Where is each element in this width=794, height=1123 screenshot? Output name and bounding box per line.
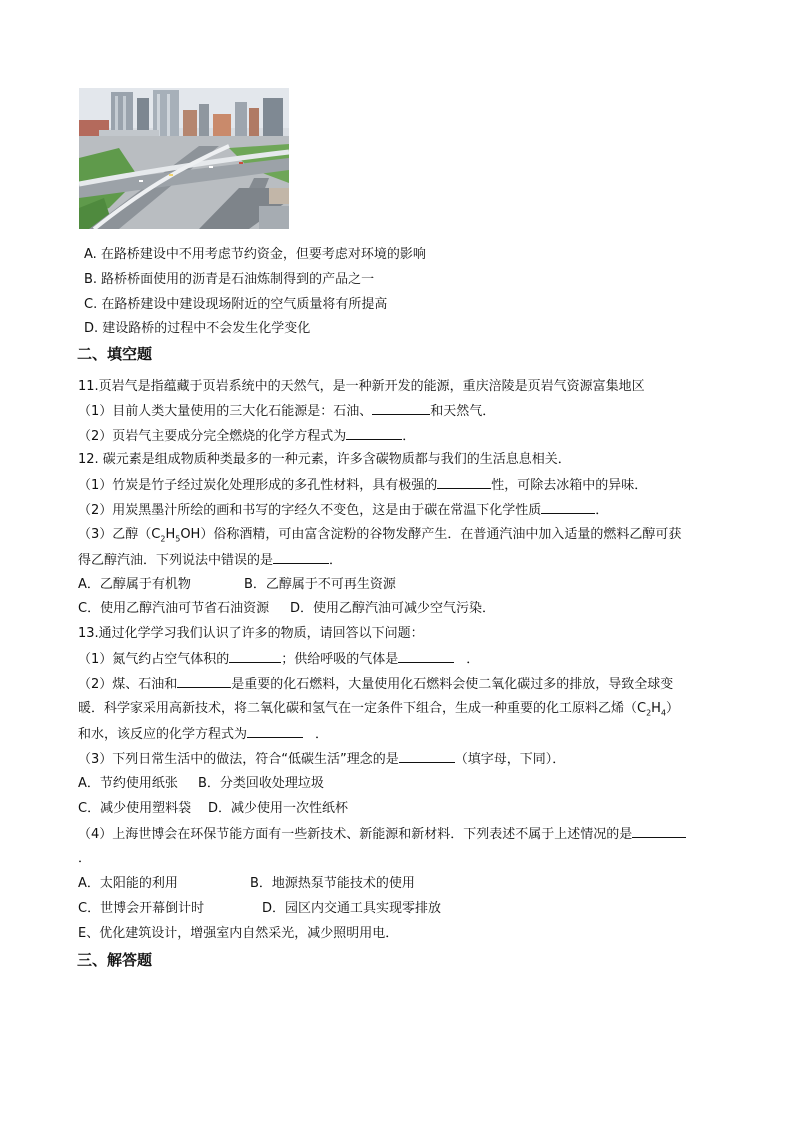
- q13-part-3: [78, 750, 565, 769]
- q13-part-2-text-2: 是重要的化石燃料，大量使用化石燃料会使二氧化碳过多的排放，导致全球变: [231, 677, 674, 692]
- q13-stem: 13.通过化学学习我们认识了许多的物质，请回答以下问题：: [78, 626, 424, 641]
- q12-part-2-text: （2）用炭黑墨汁所绘的画和书写的字经久不变色，这是由于碳在常温下化学性质: [78, 503, 542, 518]
- answer-blank[interactable]: [372, 402, 430, 415]
- subscript: 2: [646, 708, 652, 718]
- formula-h: H: [165, 527, 176, 542]
- q13-part-2: [78, 675, 673, 694]
- q11-part-1: [78, 402, 495, 421]
- q13-part-2-text-4: ）: [666, 701, 680, 716]
- q10-option-b: B. 路桥桥面使用的沥青是石油炼制得到的产品之一: [84, 272, 375, 287]
- subscript: 2: [160, 534, 166, 544]
- overpass-photo: [79, 88, 289, 229]
- answer-blank[interactable]: [398, 650, 454, 663]
- answer-blank[interactable]: [632, 825, 686, 838]
- q13-part-4-option-b: B．地源热泵节能技术的使用: [250, 876, 415, 891]
- formula-h: H: [651, 701, 661, 716]
- q11-part-2-text-end: ．: [402, 429, 416, 444]
- answer-blank[interactable]: [273, 551, 329, 564]
- q13-part-2-text: （2）煤、石油和: [78, 677, 178, 692]
- section-heading-fill-in: 二、填空题: [77, 345, 153, 363]
- q12-part-3-text-end: ．: [329, 553, 343, 568]
- q11-part-2: [78, 427, 415, 446]
- q13-part-2-text-end: ．: [315, 727, 329, 742]
- q12-part-2: [78, 501, 608, 520]
- q13-part-3-option-a: A．节约使用纸张: [78, 776, 178, 791]
- q12-part-3: [78, 526, 681, 549]
- q12-part-1-text-end: 性，可除去冰箱中的异味．: [491, 478, 648, 493]
- q12-options-row-1: [78, 576, 396, 594]
- answer-blank[interactable]: [399, 750, 455, 763]
- q13-part-3-option-d: D．减少使用一次性纸杯: [208, 801, 349, 816]
- answer-blank[interactable]: [541, 501, 595, 514]
- q10-option-c: C. 在路桥建设中建设现场附近的空气质量将有所提高: [84, 297, 388, 312]
- q12-options-row-2: [78, 600, 495, 618]
- q13-part-4-end: ．: [78, 851, 92, 866]
- q13-part-4-options-row-1: [78, 875, 415, 893]
- q12-part-3-text-2: 得乙醇汽油．下列说法中错误的是: [78, 553, 274, 568]
- answer-blank[interactable]: [346, 427, 402, 440]
- q12-part-1: [78, 476, 647, 495]
- q13-part-3-option-b: B．分类回收处理垃圾: [198, 776, 324, 791]
- q10-option-d: D. 建设路桥的过程中不会发生化学变化: [84, 321, 311, 336]
- q11-stem: 11.页岩气是指蕴藏于页岩系统中的天然气，是一种新开发的能源，重庆涪陵是页岩气资源富集地区: [78, 379, 645, 394]
- q12-stem: 12. 碳元素是组成物质种类最多的一种元素，许多含碳物质都与我们的生活息息相关．: [78, 452, 571, 467]
- subscript: 4: [660, 708, 667, 718]
- q13-part-2-text-5: 和水，该反应的化学方程式为: [78, 727, 248, 742]
- answer-blank[interactable]: [229, 650, 281, 663]
- q13-part-4: [78, 825, 686, 844]
- q12-option-a: A．乙醇属于有机物: [78, 577, 191, 592]
- q13-part-1-text-end: ．: [466, 652, 480, 667]
- q12-option-c: C．使用乙醇汽油可节省石油资源: [78, 601, 270, 616]
- q13-part-4-text: （4）上海世博会在环保节能方面有一些新技术、新能源和新材料．下列表述不属于上述情况的是: [78, 827, 633, 842]
- q13-part-4-option-e: E、优化建筑设计，增强室内自然采光，减少照明用电．: [78, 926, 399, 941]
- answer-blank[interactable]: [177, 675, 231, 688]
- q12-part-1-text: （1）竹炭是竹子经过炭化处理形成的多孔性材料，具有极强的: [78, 478, 438, 493]
- q13-part-4-option-a: A．太阳能的利用: [78, 876, 178, 891]
- q13-part-2-line-2: [78, 700, 679, 723]
- q13-part-3-option-c: C．减少使用塑料袋: [78, 801, 192, 816]
- answer-blank[interactable]: [437, 476, 491, 489]
- q13-part-1-text: （1）氮气约占空气体积的: [78, 652, 230, 667]
- q12-option-b: B．乙醇属于不可再生资源: [244, 577, 396, 592]
- subscript: 5: [175, 534, 181, 544]
- answer-blank[interactable]: [247, 725, 303, 738]
- q13-part-1-text-2: ；供给呼吸的气体是: [281, 652, 399, 667]
- q12-option-d: D．使用乙醇汽油可减少空气污染．: [290, 601, 496, 616]
- q12-part-2-text-end: ．: [595, 503, 609, 518]
- q13-part-2-line-3: [78, 725, 328, 744]
- q13-part-3-text: （3）下列日常生活中的做法，符合“低碳生活”理念的是: [78, 752, 399, 767]
- q13-part-3-options-row-2: [78, 800, 348, 818]
- q13-part-1: [78, 650, 479, 669]
- q12-part-3-text: （3）乙醇（C: [78, 527, 161, 542]
- q11-part-2-text: （2）页岩气主要成分完全燃烧的化学方程式为: [78, 429, 347, 444]
- q13-part-3-text-end: （填字母，下同）．: [454, 752, 566, 767]
- section-heading-answer: 三、解答题: [77, 951, 153, 969]
- q11-part-1-text-end: 和天然气．: [430, 404, 496, 419]
- q12-part-3-line-2: [78, 551, 342, 570]
- q12-part-3-text-cont: OH）俗称酒精，可由富含淀粉的谷物发酵产生．在普通汽油中加入适量的燃料乙醇可获: [180, 527, 682, 542]
- q13-part-3-options-row-1: [78, 775, 324, 793]
- q13-part-4-option-d: D．园区内交通工具实现零排放: [262, 901, 442, 916]
- q10-option-a: A. 在路桥建设中不用考虑节约资金，但要考虑对环境的影响: [84, 247, 426, 262]
- q11-part-1-text: （1）目前人类大量使用的三大化石能源是：石油、: [78, 404, 373, 419]
- q13-part-4-option-c: C．世博会开幕倒计时: [78, 901, 205, 916]
- q13-part-4-options-row-2: [78, 900, 441, 918]
- q13-part-2-text-3: 暖．科学家采用高新技术，将二氧化碳和氢气在一定条件下组合，生成一种重要的化工原料乙烯（C: [78, 701, 647, 716]
